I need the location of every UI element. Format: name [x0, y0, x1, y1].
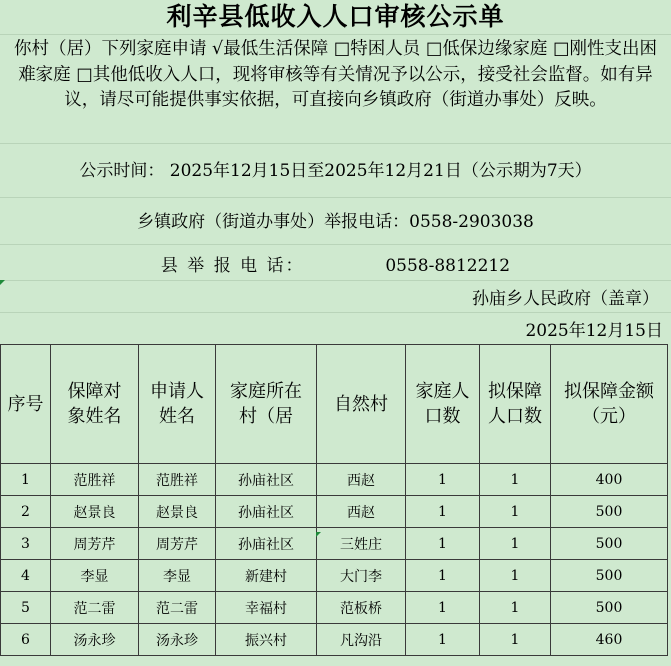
cell-covered-persons: 1	[480, 528, 551, 560]
cell-village: 新建村	[216, 560, 317, 592]
cell-natural-village: 凡沟沿	[317, 624, 406, 656]
cell-index: 3	[1, 528, 51, 560]
page-title: 利辛县低收入人口审核公示单	[166, 2, 505, 31]
cell-household-size: 1	[406, 592, 480, 624]
grid-line	[0, 280, 671, 281]
table-row	[1, 528, 668, 560]
cell-amount: 500	[551, 496, 668, 528]
cell-household-size: 1	[406, 464, 480, 496]
table-row	[1, 624, 668, 656]
cell-village: 孙庙社区	[216, 464, 317, 496]
cell-covered-persons: 1	[480, 592, 551, 624]
cell-natural-village: 大门李	[317, 560, 406, 592]
cell-village: 幸福村	[216, 592, 317, 624]
cell-applicant: 汤永珍	[139, 624, 216, 656]
county-report-phone	[0, 251, 671, 276]
col-header-household-size: 家庭人口数	[406, 345, 480, 464]
cell-covered-persons: 1	[480, 624, 551, 656]
cell-covered-persons: 1	[480, 496, 551, 528]
cell-comment-marker	[316, 532, 321, 537]
cell-natural-village: 西赵	[317, 496, 406, 528]
col-header-applicant: 申请人姓名	[139, 345, 216, 464]
announcement-period: 公示时间： 2025年12月15日至2025年12月21日（公示期为7天）	[79, 161, 592, 181]
cell-natural-village: 西赵	[317, 464, 406, 496]
cell-index: 6	[1, 624, 51, 656]
cell-household-size: 1	[406, 624, 480, 656]
cell-covered-persons: 1	[480, 560, 551, 592]
cell-applicant: 赵景良	[139, 496, 216, 528]
col-header-index: 序号	[1, 345, 51, 464]
cell-index: 2	[1, 496, 51, 528]
cell-applicant: 范二雷	[139, 592, 216, 624]
cell-applicant: 周芳芹	[139, 528, 216, 560]
col-header-village: 家庭所在村（居	[216, 345, 317, 464]
cell-beneficiary: 汤永珍	[51, 624, 139, 656]
cell-natural-village: 范板桥	[317, 592, 406, 624]
cell-beneficiary: 赵景良	[51, 496, 139, 528]
cell-amount: 400	[551, 464, 668, 496]
grid-line	[0, 143, 671, 144]
county-phone-label: 县 举 报 电 话：	[160, 256, 305, 276]
cell-village: 振兴村	[216, 624, 317, 656]
town-report-phone: 乡镇政府（街道办事处）举报电话：0558-2903038	[137, 212, 534, 232]
county-phone-number: 0558-8812212	[385, 256, 511, 276]
cell-amount: 500	[551, 528, 668, 560]
cell-household-size: 1	[406, 496, 480, 528]
grid-line	[0, 244, 671, 245]
grid-line	[0, 197, 671, 198]
recipient-table	[0, 344, 668, 656]
col-header-covered-persons: 拟保障人口数	[480, 345, 551, 464]
cell-beneficiary: 李显	[51, 560, 139, 592]
col-header-amount: 拟保障金额（元）	[551, 345, 668, 464]
cell-index: 1	[1, 464, 51, 496]
cell-applicant: 范胜祥	[139, 464, 216, 496]
grid-line	[0, 312, 671, 313]
cell-amount: 460	[551, 624, 668, 656]
cell-applicant: 李显	[139, 560, 216, 592]
grid-line	[0, 34, 671, 35]
cell-beneficiary: 范二雷	[51, 592, 139, 624]
cell-beneficiary: 周芳芹	[51, 528, 139, 560]
cell-beneficiary: 范胜祥	[51, 464, 139, 496]
notice-text: 你村（居）下列家庭申请 √最低生活保障 □特困人员 □低保边缘家庭 □刚性支出困难家庭 □其他低收入人口，现将审核等有关情况予以公示，接受社会监督。如有异议，请尽可能提供事实依据，可直接向乡镇政府（街道办事处）反映。	[13, 39, 657, 110]
cell-village: 孙庙社区	[216, 496, 317, 528]
issue-date: 2025年12月15日	[525, 321, 663, 341]
table-header-row	[1, 345, 668, 464]
cell-comment-marker	[0, 280, 5, 285]
table-row	[1, 464, 668, 496]
cell-household-size: 1	[406, 560, 480, 592]
cell-amount: 500	[551, 560, 668, 592]
table-row	[1, 560, 668, 592]
cell-index: 5	[1, 592, 51, 624]
cell-village: 孙庙社区	[216, 528, 317, 560]
government-seal-line: 孙庙乡人民政府（盖章）	[472, 289, 659, 309]
table-row	[1, 592, 668, 624]
col-header-beneficiary: 保障对象姓名	[51, 345, 139, 464]
col-header-natural-village: 自然村	[317, 345, 406, 464]
cell-natural-village: 三姓庄	[317, 528, 406, 560]
cell-index: 4	[1, 560, 51, 592]
cell-covered-persons: 1	[480, 464, 551, 496]
cell-amount: 500	[551, 592, 668, 624]
cell-household-size: 1	[406, 528, 480, 560]
table-row	[1, 496, 668, 528]
